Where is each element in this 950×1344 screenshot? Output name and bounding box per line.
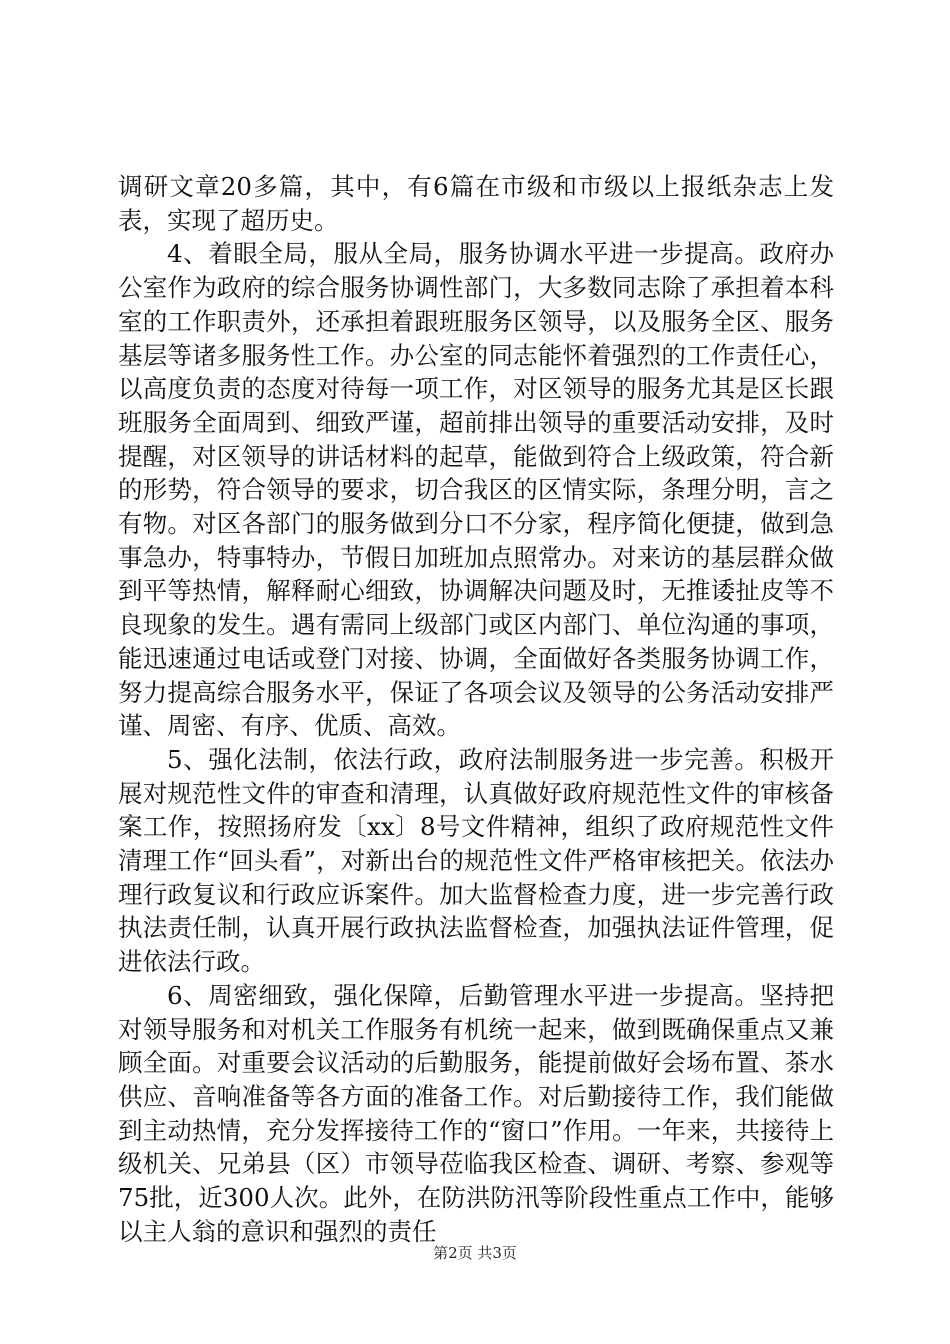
page-number: 第2页 共3页 [433, 1244, 517, 1262]
paragraph-4: 6、周密细致，强化保障，后勤管理水平进一步提高。坚持把对领导服务和对机关工作服务有机统一起来，做到既确保重点又兼顾全面。对重要会议活动的后勤服务，能提前做好会场布置、茶水供应、音响准备等各方面的准备工作。对后勤接待工作，我们能做到主动热情，充分发挥接待工作的“窗口”作用。一年来，共接待上级机关、兄弟县（区）市领导莅临我区检查、调研、考察、参观等75批，近300人次。此外，在防洪防汛等阶段性重点工作中，能够以主人翁的意识和强烈的责任 [118, 980, 834, 1246]
paragraph-2: 4、着眼全局，服从全局，服务协调水平进一步提高。政府办公室作为政府的综合服务协调性部门，大多数同志除了承担着本科室的工作职责外，还承担着跟班服务区领导，以及服务全区、服务基层等诸多服务性工作。办公室的同志能怀着强烈的工作责任心，以高度负责的态度对待每一项工作，对区领导的服务尤其是区长跟班服务全面周到、细致严谨，超前排出领导的重要活动安排，及时提醒，对区领导的讲话材料的起草，能做到符合上级政策，符合新的形势，符合领导的要求，切合我区的区情实际，条理分明，言之有物。对区各部门的服务做到分口不分家，程序简化便捷，做到急事急办，特事特办，节假日加班加点照常办。对来访的基层群众做到平等热情，解释耐心细致，协调解决问题及时，无推诿扯皮等不良现象的发生。遇有需同上级部门或区内部门、单位沟通的事项，能迅速通过电话或登门对接、协调，全面做好各类服务协调工作，努力提高综合服务水平，保证了各项会议及领导的公务活动安排严谨、周密、有序、优质、高效。 [118, 239, 834, 741]
paragraph-3: 5、强化法制，依法行政，政府法制服务进一步完善。积极开展对规范性文件的审查和清理，认真做好政府规范性文件的审核备案工作，按照扬府发〔xx〕8号文件精神，组织了政府规范性文件清理工作“回头看”，对新出台的规范性文件严格审核把关。依法办理行政复议和行政应诉案件。加大监督检查力度，进一步完善行政执法责任制，认真开展行政执法监督检查，加强执法证件管理，促进依法行政。 [118, 744, 834, 977]
paragraph-1: 调研文章20多篇，其中，有6篇在市级和市级以上报纸杂志上发表，实现了超历史。 [118, 172, 834, 235]
page-footer [0, 1242, 950, 1263]
document-body [118, 170, 834, 1249]
